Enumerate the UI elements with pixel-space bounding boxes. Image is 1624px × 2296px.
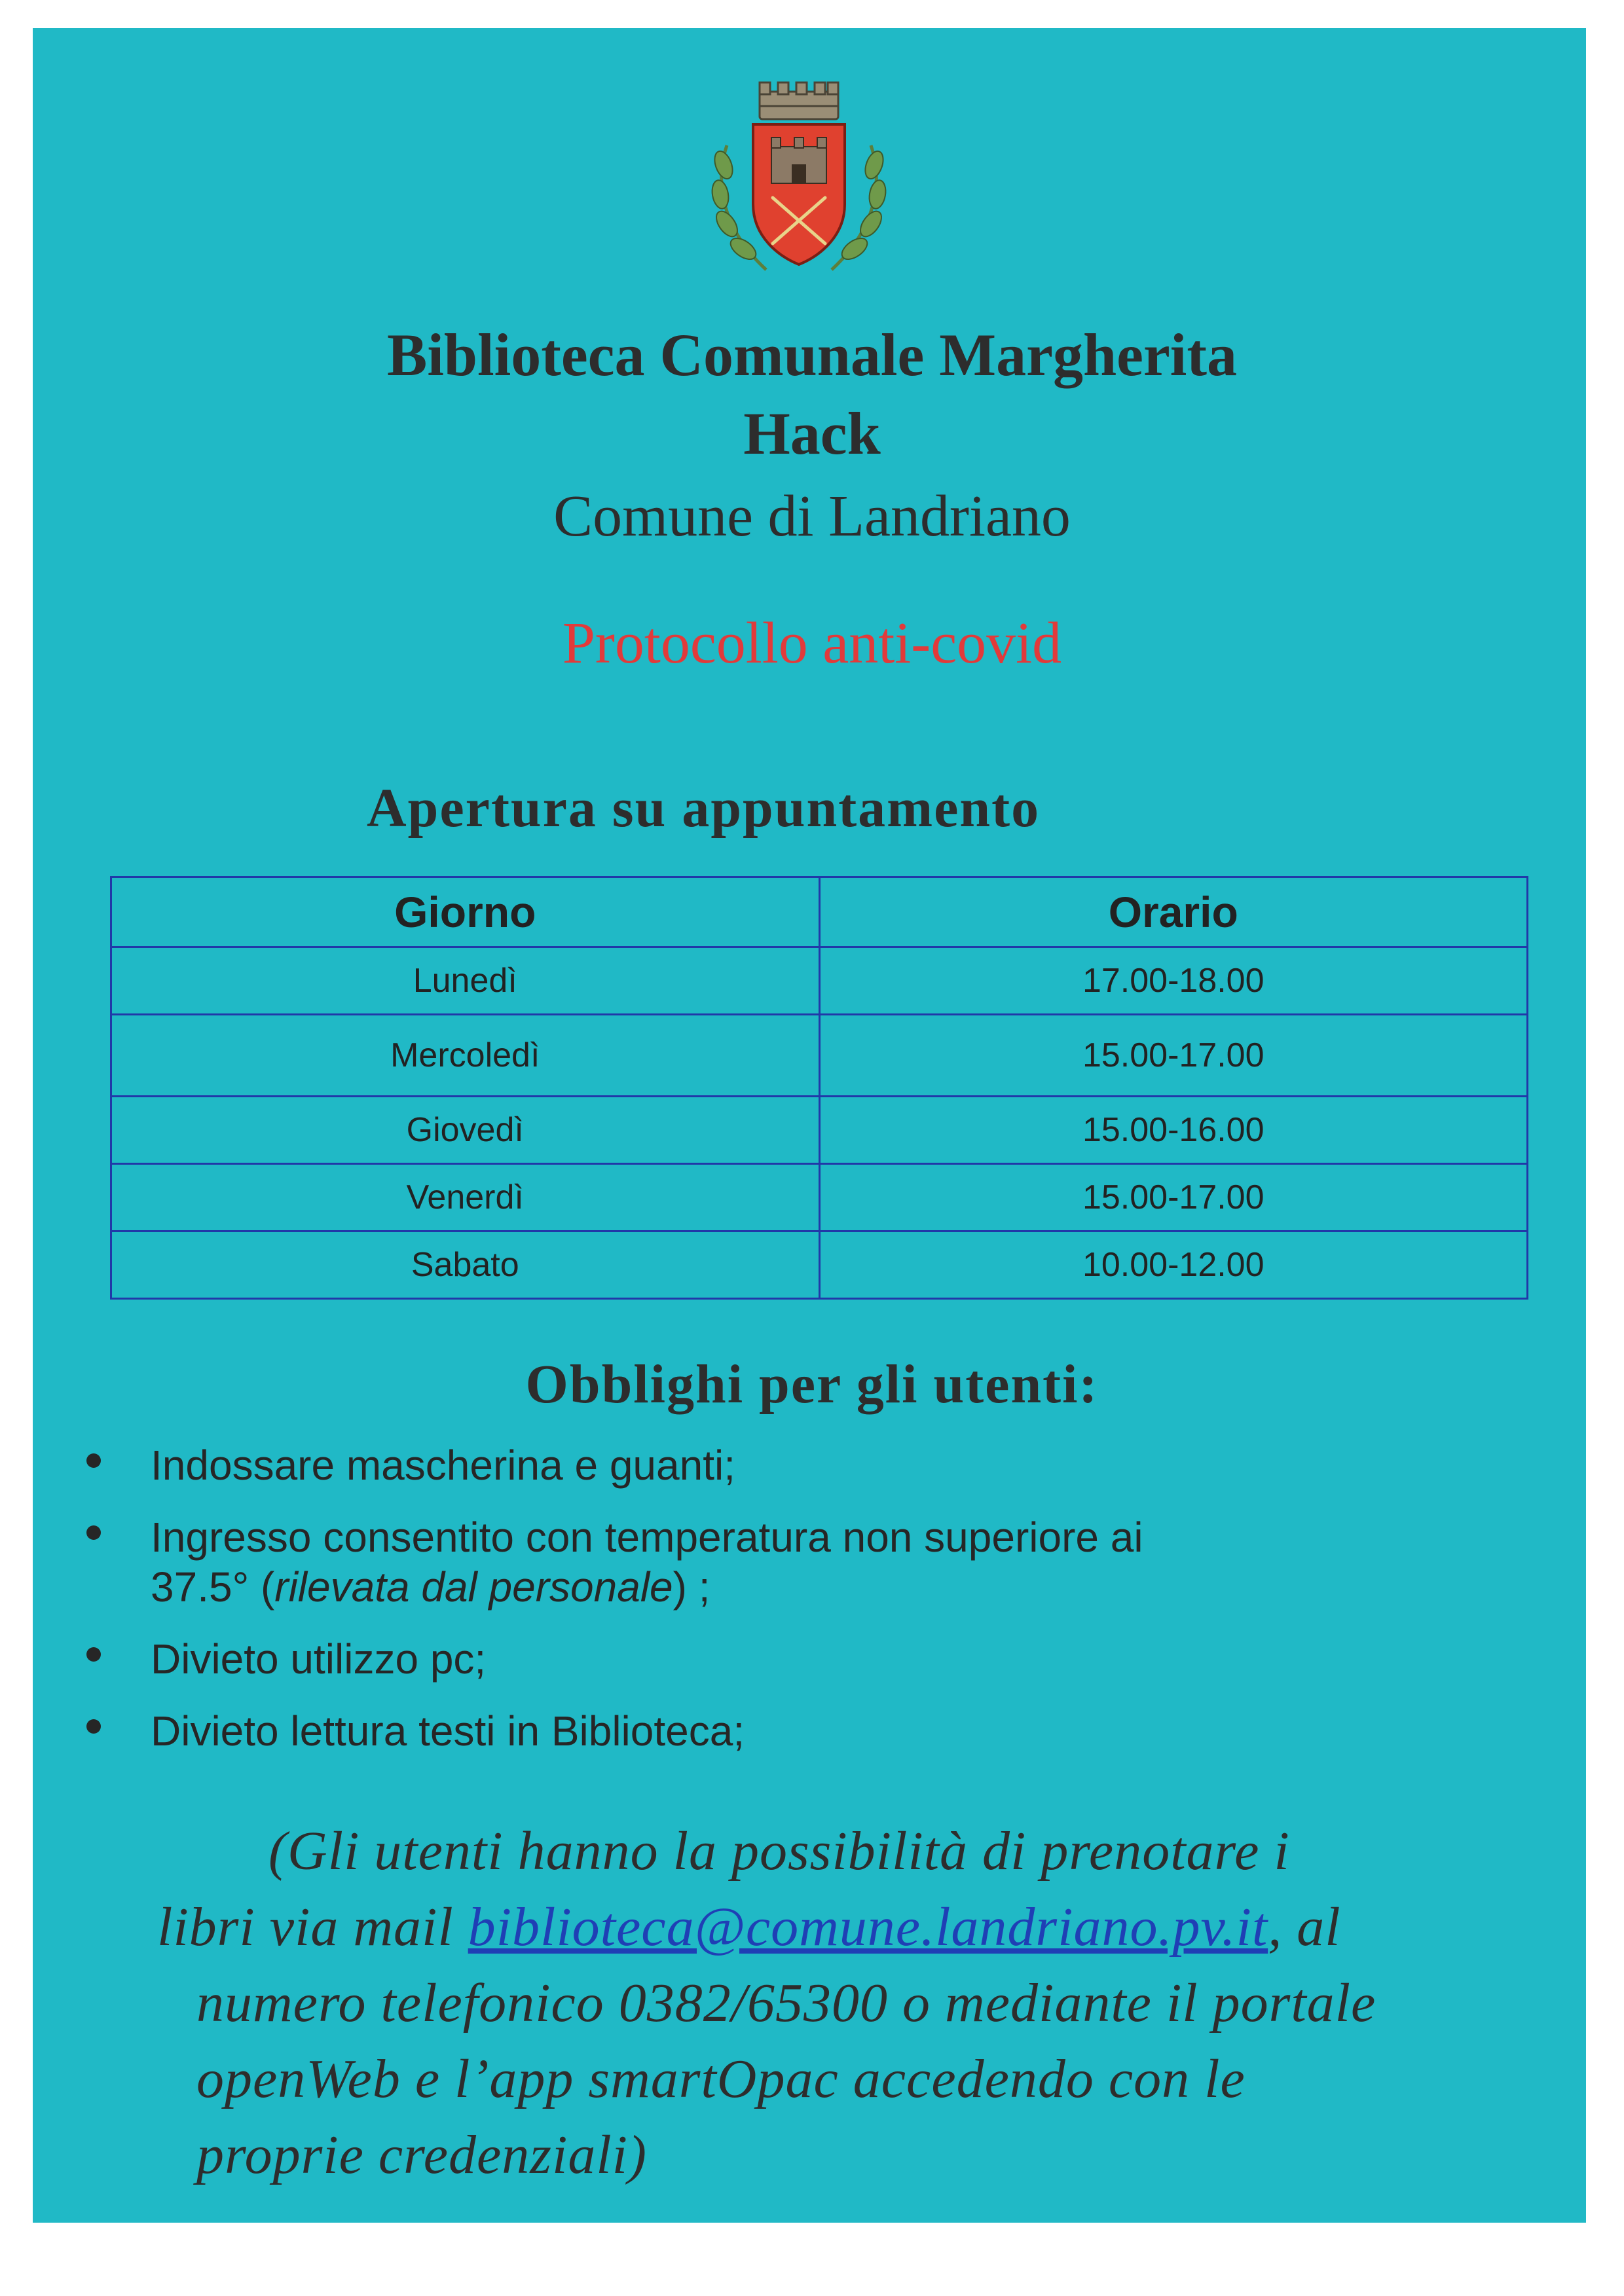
library-title: Biblioteca Comunale Margherita [386,321,1238,388]
hours-cell: 15.00-17.00 [819,1015,1528,1097]
table-row [111,947,1528,1015]
note-email-prefix: libri via mail [157,1897,468,1958]
bullet-icon [86,1647,101,1662]
rule-text-temperature: 37.5° ( [151,1563,275,1611]
municipality-name: Comune di Landriano [553,484,1071,549]
booking-note [157,1813,1506,2193]
column-header-hours: Orario [819,877,1528,947]
rule-text: Divieto lettura testi in Biblioteca; [151,1707,745,1755]
day-cell: Sabato [111,1231,820,1299]
hours-cell: 15.00-17.00 [819,1164,1528,1231]
table-row [111,1015,1528,1097]
library-title-line2: Hack [743,400,881,467]
rules-heading: Obblighi per gli utenti: [525,1354,1099,1415]
schedule-heading: Apertura su appuntamento [367,778,1041,839]
protocol-title: Protocollo anti-covid [562,611,1062,676]
hours-cell: 17.00-18.00 [819,947,1528,1015]
day-cell: Venerdì [111,1164,820,1231]
day-cell: Mercoledì [111,1015,820,1097]
table-header-row [111,877,1528,947]
list-item [65,1706,1408,1756]
rule-text: Ingresso consentito con temperatura non superiore ai [151,1514,1143,1561]
list-item [65,1512,1408,1612]
schedule-table [110,876,1528,1300]
rule-text-end: ) ; [673,1563,710,1611]
note-line: proprie credenziali) [196,2124,647,2185]
hours-cell: 15.00-16.00 [819,1097,1528,1164]
list-item [65,1634,1408,1684]
coat-of-arms-icon [688,73,910,296]
bullet-icon [86,1525,101,1540]
note-line: (Gli utenti hanno la possibilità di prenotare i [268,1821,1290,1882]
rules-list [65,1440,1408,1778]
email-link[interactable]: biblioteca@comune.landriano.pv.it [468,1897,1268,1958]
rule-text: Divieto utilizzo pc; [151,1635,487,1683]
day-cell: Lunedì [111,947,820,1015]
rule-text: Indossare mascherina e guanti; [151,1442,735,1489]
bullet-icon [86,1719,101,1734]
note-line: openWeb e l’app smartOpac accedendo con le [196,2049,1246,2109]
note-email-suffix: , al [1268,1897,1341,1958]
hours-cell: 10.00-12.00 [819,1231,1528,1299]
day-cell: Giovedì [111,1097,820,1164]
table-row [111,1097,1528,1164]
table-row [111,1164,1528,1231]
list-item [65,1440,1408,1490]
column-header-day: Giorno [111,877,820,947]
bullet-icon [86,1453,101,1468]
note-line-email [157,1889,1506,1965]
note-line: numero telefonico 0382/65300 o mediante il portale [196,1973,1376,2033]
table-row [111,1231,1528,1299]
rule-text-italic: rilevata dal personale [274,1563,673,1611]
